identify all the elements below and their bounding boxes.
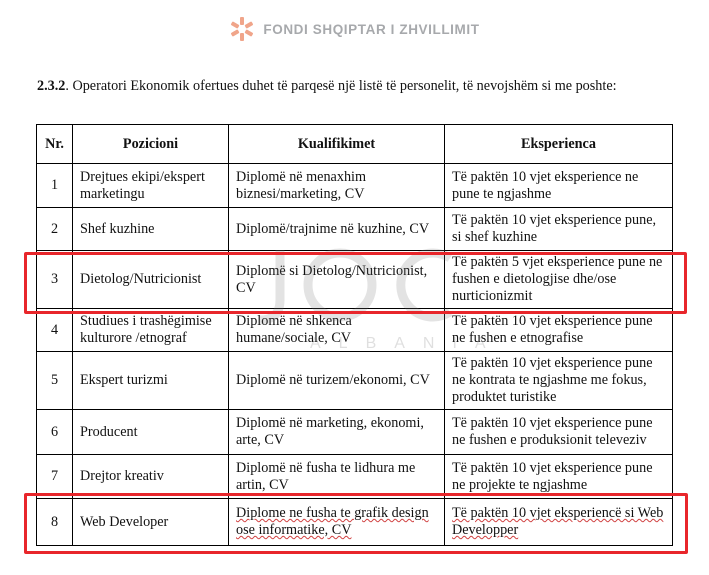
column-header-position: Pozicioni (73, 125, 229, 164)
experience-cell: Të paktën 10 vjet eksperience pune ne fushen e etnografise (445, 309, 673, 352)
table-row (37, 309, 673, 352)
qualifications-cell: Diplomë në shkenca humane/sociale, CV (229, 309, 445, 352)
row-number: 5 (37, 352, 73, 410)
qualifications-cell: Diplomë në marketing, ekonomi, arte, CV (229, 410, 445, 455)
qualifications-cell: Diplomë në menaxhim biznesi/marketing, CV (229, 164, 445, 208)
table-row (37, 251, 673, 309)
qualifications-cell: Diplome ne fusha te grafik design ose informatike, CV (229, 499, 445, 546)
position-cell: Drejtor kreativ (73, 455, 229, 499)
experience-cell: Të paktën 10 vjet eksperience pune ne fushen e produksionit televeziv (445, 410, 673, 455)
column-header-nr: Nr. (37, 125, 73, 164)
position-cell: Shef kuzhine (73, 208, 229, 251)
position-cell: Ekspert turizmi (73, 352, 229, 410)
column-header-experience: Eksperienca (445, 125, 673, 164)
qualifications-cell: Diplomë si Dietolog/Nutricionist, CV (229, 251, 445, 309)
position-cell: Dietolog/Nutricionist (73, 251, 229, 309)
experience-cell: Të paktën 10 vjet eksperiencë si Web Developper (445, 499, 673, 546)
watermark-text: ALBANIA (310, 335, 504, 352)
position-cell: Drejtues ekipi/ekspert marketingu (73, 164, 229, 208)
experience-cell: Të paktën 10 vjet eksperience pune, si shef kuzhine (445, 208, 673, 251)
experience-cell: Të paktën 10 vjet eksperience pune ne projekte te ngjashme (445, 455, 673, 499)
position-cell: Web Developer (73, 499, 229, 546)
document-header (0, 16, 709, 42)
table-row (37, 410, 673, 455)
row-number: 4 (37, 309, 73, 352)
table-row (37, 208, 673, 251)
qualifications-cell: Diplomë në fusha te lidhura me artin, CV (229, 455, 445, 499)
table-row (37, 499, 673, 546)
table-row (37, 455, 673, 499)
column-header-qualifications: Kualifikimet (229, 125, 445, 164)
row-number: 2 (37, 208, 73, 251)
table-row (37, 352, 673, 410)
position-cell: Producent (73, 410, 229, 455)
row-number: 8 (37, 499, 73, 546)
row-number: 1 (37, 164, 73, 208)
qualifications-cell: Diplomë në turizem/ekonomi, CV (229, 352, 445, 410)
section-intro-text: . Operatori Ekonomik ofertues duhet të parqesë një listë të personelit, të nevojshëm si me poshte: (65, 78, 617, 94)
table-row (37, 164, 673, 208)
experience-cell: Të paktën 10 vjet eksperience ne pune te ngjashme (445, 164, 673, 208)
experience-cell: Të paktën 10 vjet eksperience pune ne kontrata te ngjashme me fokus, produktet turistike (445, 352, 673, 410)
qualifications-cell: Diplomë/trajnime në kuzhine, CV (229, 208, 445, 251)
fshz-logo-icon (229, 16, 255, 42)
row-number: 3 (37, 251, 73, 309)
row-number: 6 (37, 410, 73, 455)
experience-cell: Të paktën 5 vjet eksperience pune ne fushen e dietologjise dhe/ose nurticionizmit (445, 251, 673, 309)
position-cell: Studiues i trashëgimise kulturore /etnograf (73, 309, 229, 352)
section-number: 2.3.2 (37, 78, 66, 94)
table-header-row (37, 125, 673, 164)
section-intro (37, 78, 617, 95)
row-number: 7 (37, 455, 73, 499)
personnel-table (36, 124, 673, 546)
org-name: FONDI SHQIPTAR I ZHVILLIMIT (263, 21, 480, 37)
